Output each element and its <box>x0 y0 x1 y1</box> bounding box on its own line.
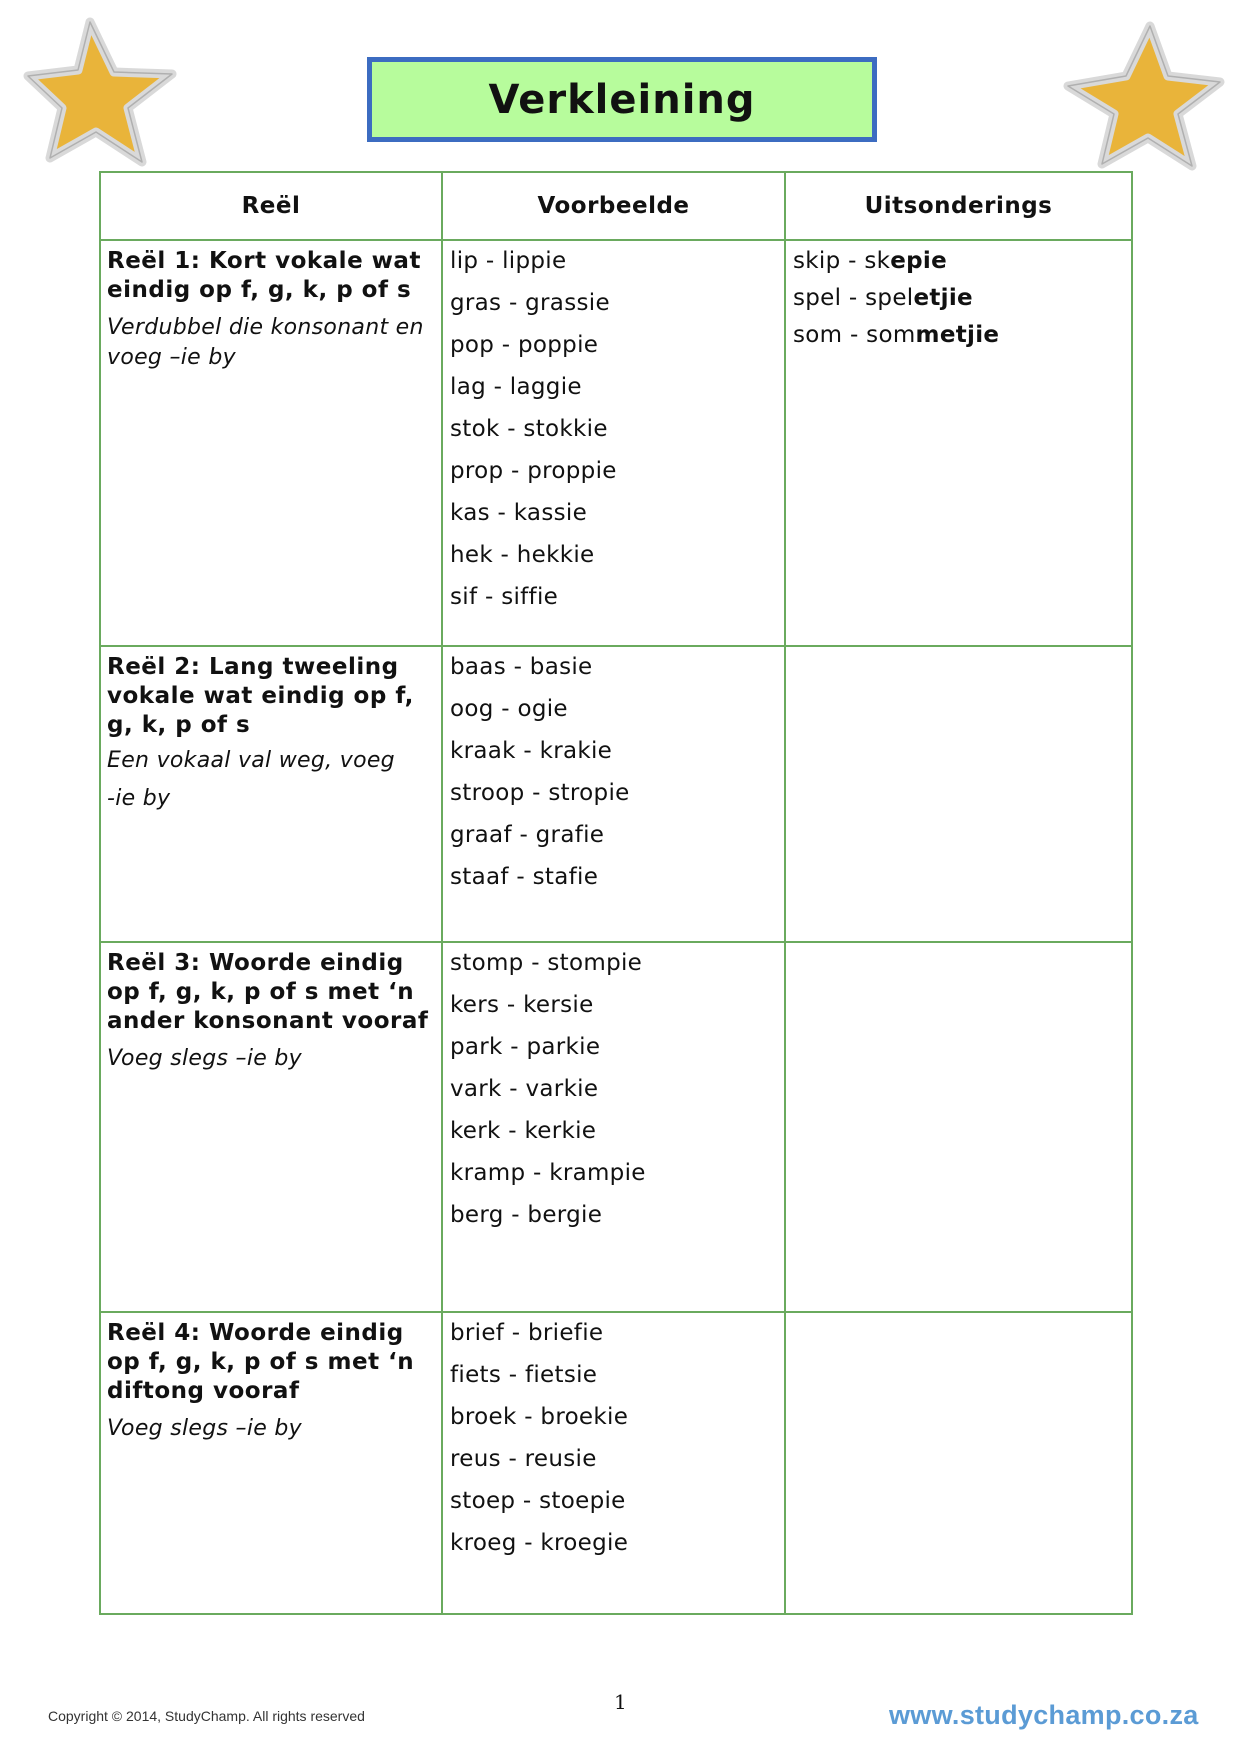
rule-description: Voeg slegs –ie by <box>107 1046 302 1071</box>
example-item: stoep - stoepie <box>450 1488 626 1514</box>
example-item: kas - kassie <box>450 500 588 526</box>
rule-cell <box>100 1312 442 1614</box>
example-item: vark - varkie <box>450 1076 599 1102</box>
example-item: stomp - stompie <box>450 950 643 976</box>
star-right-icon <box>1058 14 1228 184</box>
rule-description: Verdubbel die konsonant en voeg –ie by <box>107 315 424 370</box>
star-left-icon <box>20 10 190 180</box>
rules-table <box>99 171 1133 1615</box>
example-item: kers - kersie <box>450 992 594 1018</box>
exception-suffix: epie <box>890 248 947 274</box>
exception-base: som - som <box>793 322 916 348</box>
exceptions-cell <box>785 942 1132 1312</box>
example-item: broek - broekie <box>450 1404 629 1430</box>
example-item: graaf - grafie <box>450 822 605 848</box>
rule-title: Reël 4: Woorde eindig op f, g, k, p of s met ‘n diftong vooraf <box>107 1320 415 1404</box>
table-row <box>100 942 1132 1312</box>
exception-item <box>793 319 1125 356</box>
rule-description-line: Een vokaal val weg, voeg <box>107 748 395 773</box>
table-header-row <box>100 172 1132 240</box>
exceptions-cell <box>785 240 1132 646</box>
example-item: brief - briefie <box>450 1320 604 1346</box>
footer-website-link[interactable]: www.studychamp.co.za <box>889 1700 1199 1730</box>
examples-cell <box>442 942 785 1312</box>
example-item: kramp - krampie <box>450 1160 646 1186</box>
example-item: prop - proppie <box>450 458 617 484</box>
table-row <box>100 646 1132 942</box>
table-row <box>100 240 1132 646</box>
example-item: oog - ogie <box>450 696 568 722</box>
example-item: gras - grassie <box>450 290 610 316</box>
example-item: berg - bergie <box>450 1202 603 1228</box>
exception-base: spel - spel <box>793 285 914 311</box>
rule-title: Reël 1: Kort vokale wat eindig op f, g, k, p of s <box>107 248 421 303</box>
example-item: fiets - fietsie <box>450 1362 598 1388</box>
rule-title: Reël 2: Lang tweeling vokale wat eindig op f, g, k, p of s <box>107 654 414 738</box>
example-item: reus - reusie <box>450 1446 597 1472</box>
rule-cell <box>100 942 442 1312</box>
rule-description-line: -ie by <box>107 786 171 811</box>
example-item: hek - hekkie <box>450 542 595 568</box>
header-examples: Voorbeelde <box>442 172 785 240</box>
example-item: kraak - krakie <box>450 738 613 764</box>
example-item: kroeg - kroegie <box>450 1530 629 1556</box>
example-item: lag - laggie <box>450 374 582 400</box>
example-item: park - parkie <box>450 1034 601 1060</box>
exception-item <box>793 282 1125 319</box>
rule-description: Voeg slegs –ie by <box>107 1416 302 1441</box>
example-item: staaf - stafie <box>450 864 599 890</box>
page-title: Verkleining <box>488 76 756 123</box>
example-item: sif - siffie <box>450 584 559 610</box>
examples-cell <box>442 646 785 942</box>
examples-cell <box>442 240 785 646</box>
header-rule: Reël <box>100 172 442 240</box>
example-item: baas - basie <box>450 654 593 680</box>
example-item: stok - stokkie <box>450 416 608 442</box>
exception-suffix: etjie <box>913 285 973 311</box>
example-item: stroop - stropie <box>450 780 630 806</box>
rule-title: Reël 3: Woorde eindig op f, g, k, p of s met ‘n ander konsonant vooraf <box>107 950 429 1034</box>
footer-copyright: Copyright © 2014, StudyChamp. All rights reserved <box>48 1708 365 1724</box>
title-box <box>367 57 877 142</box>
example-item: lip - lippie <box>450 248 567 274</box>
exceptions-cell <box>785 646 1132 942</box>
exception-item <box>793 245 1125 282</box>
example-item: pop - poppie <box>450 332 599 358</box>
exception-suffix: metjie <box>915 322 1000 348</box>
rule-cell <box>100 240 442 646</box>
examples-cell <box>442 1312 785 1614</box>
exception-base: skip - sk <box>793 248 891 274</box>
example-item: kerk - kerkie <box>450 1118 597 1144</box>
header-exceptions: Uitsonderings <box>785 172 1132 240</box>
rule-cell <box>100 646 442 942</box>
exceptions-cell <box>785 1312 1132 1614</box>
page-number: 1 <box>614 1690 627 1714</box>
table-row <box>100 1312 1132 1614</box>
